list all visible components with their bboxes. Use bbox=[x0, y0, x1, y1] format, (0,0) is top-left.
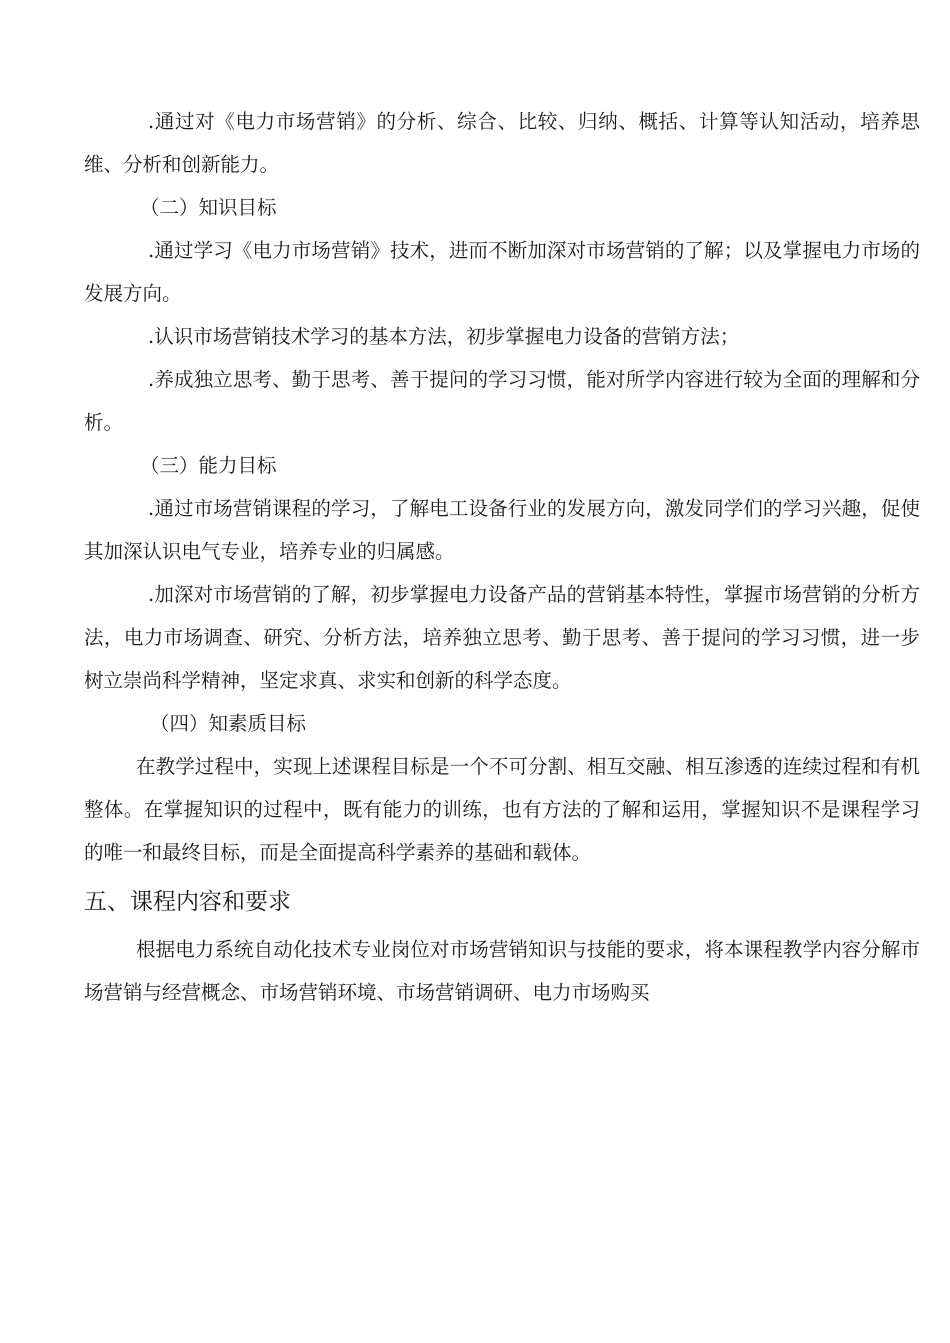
section-heading-course-content: 五、课程内容和要求 bbox=[84, 889, 291, 915]
objective-item-knowledge-1: .通过学习《电力市场营销》技术，进而不断加深对市场营销的了解；以及掌握电力市场的发展方向。 bbox=[84, 239, 920, 305]
objective-item-cognitive: .通过对《电力市场营销》的分析、综合、比较、归纳、概括、计算等认知活动，培养思维、分析和创新能力。 bbox=[84, 110, 920, 176]
document-body bbox=[84, 100, 920, 1014]
objective-item-knowledge-3: .养成独立思考、勤于思考、善于提问的学习习惯，能对所学内容进行较为全面的理解和分析。 bbox=[84, 368, 920, 434]
subheading-ability-goals: （三）能力目标 bbox=[140, 454, 277, 477]
objective-item-ability-2: .加深对市场营销的了解，初步掌握电力设备产品的营销基本特性，掌握市场营销的分析方法，电力市场调查、研究、分析方法，培养独立思考、勤于思考、善于提问的学习习惯，进一步树立崇尚科学精神，坚定求真、求实和创新的科学态度。 bbox=[84, 583, 920, 692]
paragraph-teaching-process: 在教学过程中，实现上述课程目标是一个不可分割、相互交融、相互渗透的连续过程和有机整体。在掌握知识的过程中，既有能力的训练，也有方法的了解和运用，掌握知识不是课程学习的唯一和最终目标，而是全面提高科学素养的基础和载体。 bbox=[84, 755, 920, 864]
subheading-knowledge-goals: （二）知识目标 bbox=[140, 196, 277, 219]
objective-item-ability-1: .通过市场营销课程的学习，了解电工设备行业的发展方向，激发同学们的学习兴趣，促使其加深认识电气专业，培养专业的归属感。 bbox=[84, 497, 920, 563]
paragraph-course-content: 根据电力系统自动化技术专业岗位对市场营销知识与技能的要求，将本课程教学内容分解市场营销与经营概念、市场营销环境、市场营销调研、电力市场购买 bbox=[84, 938, 920, 1004]
subheading-quality-goals: （四）知素质目标 bbox=[150, 712, 307, 735]
objective-item-knowledge-2: .认识市场营销技术学习的基本方法，初步掌握电力设备的营销方法； bbox=[148, 325, 740, 348]
